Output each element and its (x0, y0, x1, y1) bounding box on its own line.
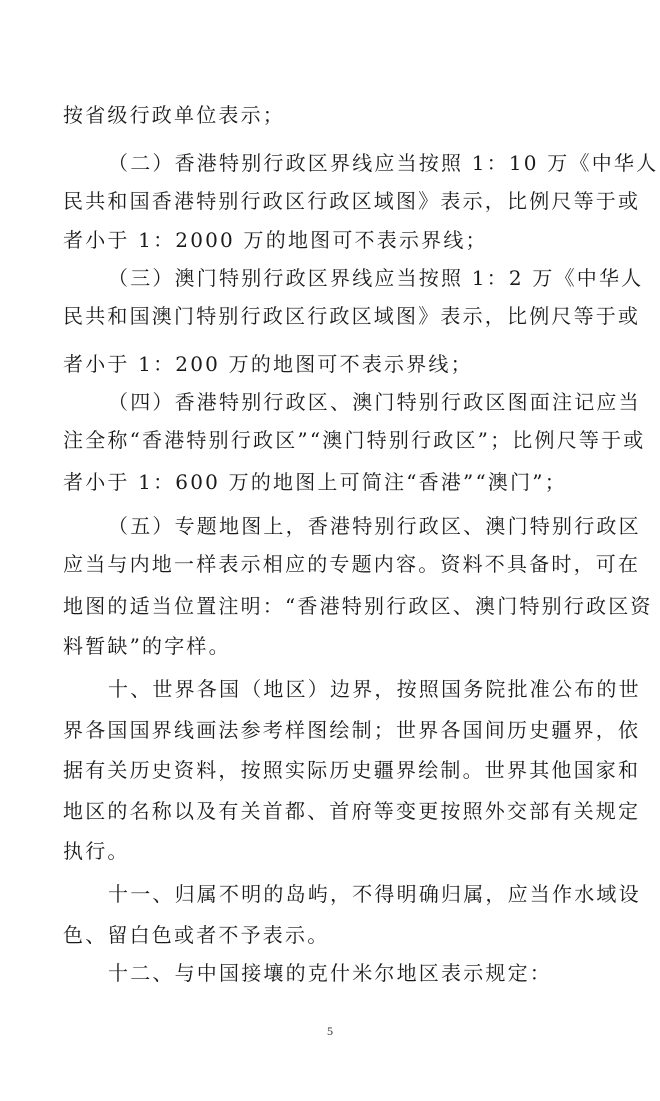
page-number: 5 (327, 1024, 333, 1038)
text-line: 注全称“香港特别行政区”“澳门特别行政区”；比例尺等于或 (63, 428, 646, 452)
text-line: 界各国国界线画法参考样图绘制；世界各国间历史疆界，依 (63, 718, 641, 742)
text-line: 民共和国香港特别行政区行政区域图》表示，比例尺等于或 (63, 189, 641, 213)
text-line: 执行。 (63, 839, 130, 863)
text-line: （三）澳门特别行政区界线应当按照 1：2 万《中华人 (108, 266, 644, 290)
text-line: 按省级行政单位表示； (63, 103, 285, 127)
text-line: 色、留白色或者不予表示。 (63, 923, 330, 947)
text-line: 者小于 1：2000 万的地图可不表示界线； (63, 228, 488, 252)
text-line: 者小于 1：200 万的地图可不表示界线； (63, 352, 473, 376)
text-line: 十一、归属不明的岛屿，不得明确归属，应当作水域设 (108, 882, 641, 906)
text-line: （二）香港特别行政区界线应当按照 1：10 万《中华人 (108, 151, 659, 175)
text-line: 十、世界各国（地区）边界，按照国务院批准公布的世 (108, 677, 641, 701)
text-line: 十二、与中国接壤的克什米尔地区表示规定： (108, 961, 552, 985)
text-line: 料暂缺”的字样。 (63, 634, 231, 658)
text-line: 地图的适当位置注明：“香港特别行政区、澳门特别行政区资 (63, 594, 653, 618)
text-line: （五）专题地图上，香港特别行政区、澳门特别行政区 (108, 514, 641, 538)
text-line: 地区的名称以及有关首都、首府等变更按照外交部有关规定 (63, 799, 641, 823)
text-line: 民共和国澳门特别行政区行政区域图》表示，比例尺等于或 (63, 304, 641, 328)
text-line: 应当与内地一样表示相应的专题内容。资料不具备时，可在 (63, 552, 641, 576)
text-line: 据有关历史资料，按照实际历史疆界绘制。世界其他国家和 (63, 758, 641, 782)
text-line: （四）香港特别行政区、澳门特别行政区图面注记应当 (108, 390, 641, 414)
text-line: 者小于 1：600 万的地图上可简注“香港”“澳门”； (63, 470, 567, 494)
